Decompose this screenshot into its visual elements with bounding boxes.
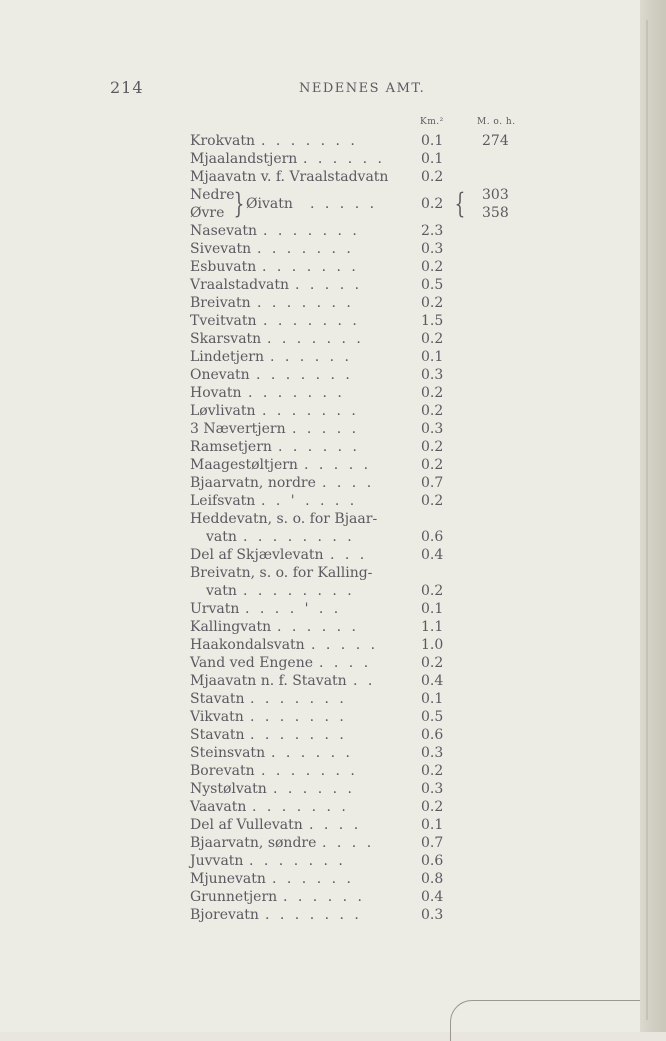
group-lake-name: Øivatn	[246, 196, 293, 212]
table-row	[190, 816, 510, 834]
area-km2: 0.2	[421, 493, 444, 509]
table-row	[190, 456, 510, 474]
leader-dots: . . . . . . . .	[243, 583, 355, 599]
area-km2: 1.0	[421, 637, 444, 653]
lake-name: Bjaarvatn, nordre	[190, 475, 316, 491]
lake-name: Kallingvatn	[190, 619, 272, 635]
area-km2: 0.1	[421, 133, 444, 149]
area-km2: 0.3	[421, 241, 444, 257]
leader-dots: . .	[353, 673, 376, 689]
table-row	[190, 384, 510, 402]
leader-dots: . . ' . . . .	[261, 493, 358, 509]
table-row	[190, 582, 510, 600]
lake-name: Esbuvatn	[190, 259, 257, 275]
group-km-value: 0.2	[421, 196, 444, 212]
lake-name: Stavatn	[190, 691, 245, 707]
lake-name: vatn	[206, 583, 237, 599]
table-row	[190, 888, 510, 906]
table-row	[190, 834, 510, 852]
leader-dots: . . . . .	[310, 196, 378, 212]
table-row	[190, 132, 510, 150]
area-km2: 0.1	[421, 601, 444, 617]
leader-dots: . . . . . . .	[252, 799, 349, 815]
table-row	[190, 150, 510, 168]
table-row	[190, 798, 510, 816]
leader-dots: . . . . . . .	[257, 295, 354, 311]
lake-name: Urvatn	[190, 601, 240, 617]
lake-name: Grunnetjern	[190, 889, 278, 905]
area-km2: 0.2	[421, 295, 444, 311]
table-row	[190, 240, 510, 258]
leader-dots: . . . . . . .	[262, 259, 359, 275]
lake-name: Løvlivatn	[190, 403, 256, 419]
area-km2: 2.3	[421, 223, 444, 239]
table-row	[190, 654, 510, 672]
lake-name: Onevatn	[190, 367, 250, 383]
leader-dots: . . . . . .	[283, 889, 365, 905]
table-row	[190, 474, 510, 492]
area-km2: 0.3	[421, 781, 444, 797]
area-km2: 0.1	[421, 151, 444, 167]
area-km2: 0.5	[421, 709, 444, 725]
area-km2: 0.3	[421, 907, 444, 923]
area-km2: 0.2	[421, 655, 444, 671]
area-km2: 0.6	[421, 529, 444, 545]
lake-name: 3 Nævertjern	[190, 421, 286, 437]
lake-name: Bjaarvatn, søndre	[190, 835, 317, 851]
leader-dots: . . . . . . .	[265, 907, 362, 923]
lake-name: Sivevatn	[190, 241, 252, 257]
area-km2: 0.1	[421, 817, 444, 833]
table-row	[190, 402, 510, 420]
lake-name: Haakondalsvatn	[190, 637, 305, 653]
area-km2: 0.4	[421, 673, 444, 689]
area-km2: 0.2	[421, 385, 444, 401]
area-km2: 0.3	[421, 745, 444, 761]
lake-name: Krokvatn	[190, 133, 255, 149]
lake-name: Steinsvatn	[190, 745, 266, 761]
area-km2: 0.3	[421, 421, 444, 437]
area-km2: 0.7	[421, 835, 444, 851]
table-row	[190, 762, 510, 780]
lake-name: Tveitvatn	[190, 313, 257, 329]
leader-dots: . . . .	[322, 475, 375, 491]
area-km2: 0.1	[421, 349, 444, 365]
table-row	[190, 906, 510, 924]
lake-name: Mjaavatn n. f. Stavatn	[190, 673, 347, 689]
leader-dots: . . . . . . .	[262, 403, 359, 419]
area-km2: 0.2	[421, 763, 444, 779]
leader-dots: . . . . . . .	[250, 709, 347, 725]
area-km2: 1.5	[421, 313, 444, 329]
lake-name: Mjaavatn v. f. Vraalstadvatn	[190, 169, 389, 185]
leader-dots: . . . . . . .	[250, 727, 347, 743]
group-moh-ovre: 358	[482, 205, 509, 221]
table-row	[190, 312, 510, 330]
leader-dots: . . . . . . .	[250, 691, 347, 707]
lake-name: Vand ved Engene	[190, 655, 313, 671]
table-row	[190, 636, 510, 654]
table-row	[190, 330, 510, 348]
lake-name: Maagestøltjern	[190, 457, 298, 473]
table-row	[190, 366, 510, 384]
area-km2: 0.2	[421, 439, 444, 455]
area-km2: 0.1	[421, 691, 444, 707]
leader-dots: . . . .	[309, 817, 362, 833]
leader-dots: . . . . . .	[303, 151, 385, 167]
area-km2: 0.4	[421, 547, 444, 563]
lake-name: Vaavatn	[190, 799, 247, 815]
table-row	[190, 564, 510, 582]
area-km2: 0.8	[421, 871, 444, 887]
leader-dots: . . . . . . .	[263, 223, 360, 239]
table-row	[190, 276, 510, 294]
leader-dots: . . .	[330, 547, 368, 563]
leader-dots: . . . . . .	[278, 439, 360, 455]
leader-dots: . . . .	[319, 655, 372, 671]
area-km2: 0.2	[421, 259, 444, 275]
elevation-moh: 274	[482, 133, 509, 149]
lake-name: Nystølvatn	[190, 781, 267, 797]
lake-name: Hovatn	[190, 385, 242, 401]
lake-name: Leifsvatn	[190, 493, 256, 509]
leader-dots: . . . . .	[311, 637, 379, 653]
lake-name: Nasevatn	[190, 223, 257, 239]
area-km2: 1.1	[421, 619, 444, 635]
area-km2: 0.3	[421, 367, 444, 383]
right-brace: {	[454, 187, 466, 220]
area-km2: 0.2	[421, 169, 444, 185]
leader-dots: . . . . . . .	[248, 385, 345, 401]
table-row	[190, 852, 510, 870]
table-row	[190, 222, 510, 240]
lake-name: Del af Vullevatn	[190, 817, 303, 833]
leader-dots: . . . . . .	[273, 781, 355, 797]
table-row	[190, 690, 510, 708]
column-header-moh: M. o. h.	[477, 117, 516, 127]
table-row	[190, 708, 510, 726]
lake-name: Lindetjern	[190, 349, 264, 365]
area-km2: 0.2	[421, 403, 444, 419]
lake-name: Breivatn	[190, 295, 251, 311]
group-moh-nedre: 303	[482, 187, 509, 203]
table-row	[190, 672, 510, 690]
leader-dots: . . . . . .	[271, 745, 353, 761]
leader-dots: . . . . .	[292, 421, 360, 437]
leader-dots: . . . . . .	[270, 349, 352, 365]
table-row	[190, 600, 510, 618]
lake-name: Juvvatn	[190, 853, 244, 869]
lake-name: Mjunevatn	[190, 871, 266, 887]
area-km2: 0.2	[421, 457, 444, 473]
table-row	[190, 294, 510, 312]
lake-name: Bjorevatn	[190, 907, 259, 923]
lake-name: Vikvatn	[190, 709, 244, 725]
area-km2: 0.7	[421, 475, 444, 491]
area-km2: 0.2	[421, 331, 444, 347]
leader-dots: . . . . . . .	[256, 367, 353, 383]
lake-name: Del af Skjævlevatn	[190, 547, 324, 563]
leader-dots: . . . . . .	[272, 871, 354, 887]
leader-dots: . . . . ' . .	[245, 601, 342, 617]
leader-dots: . . . . . . .	[267, 331, 364, 347]
leader-dots: . . . . . . .	[249, 853, 346, 869]
leader-dots: . . . . .	[304, 457, 372, 473]
table-row	[190, 780, 510, 798]
table-row	[190, 726, 510, 744]
leader-dots: . . . . . . .	[263, 313, 360, 329]
leader-dots: . . . . . . .	[261, 133, 358, 149]
page-edge	[640, 0, 666, 1032]
table-row	[190, 258, 510, 276]
leader-dots: . . . . .	[295, 277, 363, 293]
area-km2: 0.2	[421, 583, 444, 599]
lake-name: Ramsetjern	[190, 439, 272, 455]
lake-name: Heddevatn, s. o. for Bjaar-	[190, 511, 378, 527]
lake-name: Stavatn	[190, 727, 245, 743]
leader-dots: . . . . . . .	[261, 763, 358, 779]
lake-name: vatn	[206, 529, 237, 545]
table-row	[190, 870, 510, 888]
table-row	[190, 510, 510, 528]
table-row	[190, 438, 510, 456]
table-row	[190, 420, 510, 438]
lake-name: Breivatn, s. o. for Kalling-	[190, 565, 373, 581]
area-km2: 0.4	[421, 889, 444, 905]
running-head: NEDENES AMT.	[299, 81, 426, 96]
page-corner-fold	[450, 1000, 651, 1041]
table-row	[190, 348, 510, 366]
group-label-ovre: Øvre	[190, 205, 225, 221]
left-brace: }	[233, 187, 245, 220]
leader-dots: . . . .	[322, 835, 375, 851]
lake-name: Borevatn	[190, 763, 255, 779]
lake-name: Skarsvatn	[190, 331, 262, 347]
leader-dots: . . . . . . .	[257, 241, 354, 257]
area-km2: 0.6	[421, 853, 444, 869]
table-row	[190, 744, 510, 762]
group-label-nedre: Nedre	[190, 187, 235, 203]
table-row	[190, 618, 510, 636]
table-row	[190, 168, 510, 186]
table-row	[190, 528, 510, 546]
area-km2: 0.2	[421, 799, 444, 815]
leader-dots: . . . . . .	[277, 619, 359, 635]
table-row	[190, 492, 510, 510]
leader-dots: . . . . . . . .	[243, 529, 355, 545]
lake-name: Vraalstadvatn	[190, 277, 289, 293]
lake-name: Mjaalandstjern	[190, 151, 298, 167]
column-header-km: Km.²	[420, 117, 444, 127]
page-number: 214	[110, 78, 144, 97]
area-km2: 0.6	[421, 727, 444, 743]
area-km2: 0.5	[421, 277, 444, 293]
table-row	[190, 546, 510, 564]
